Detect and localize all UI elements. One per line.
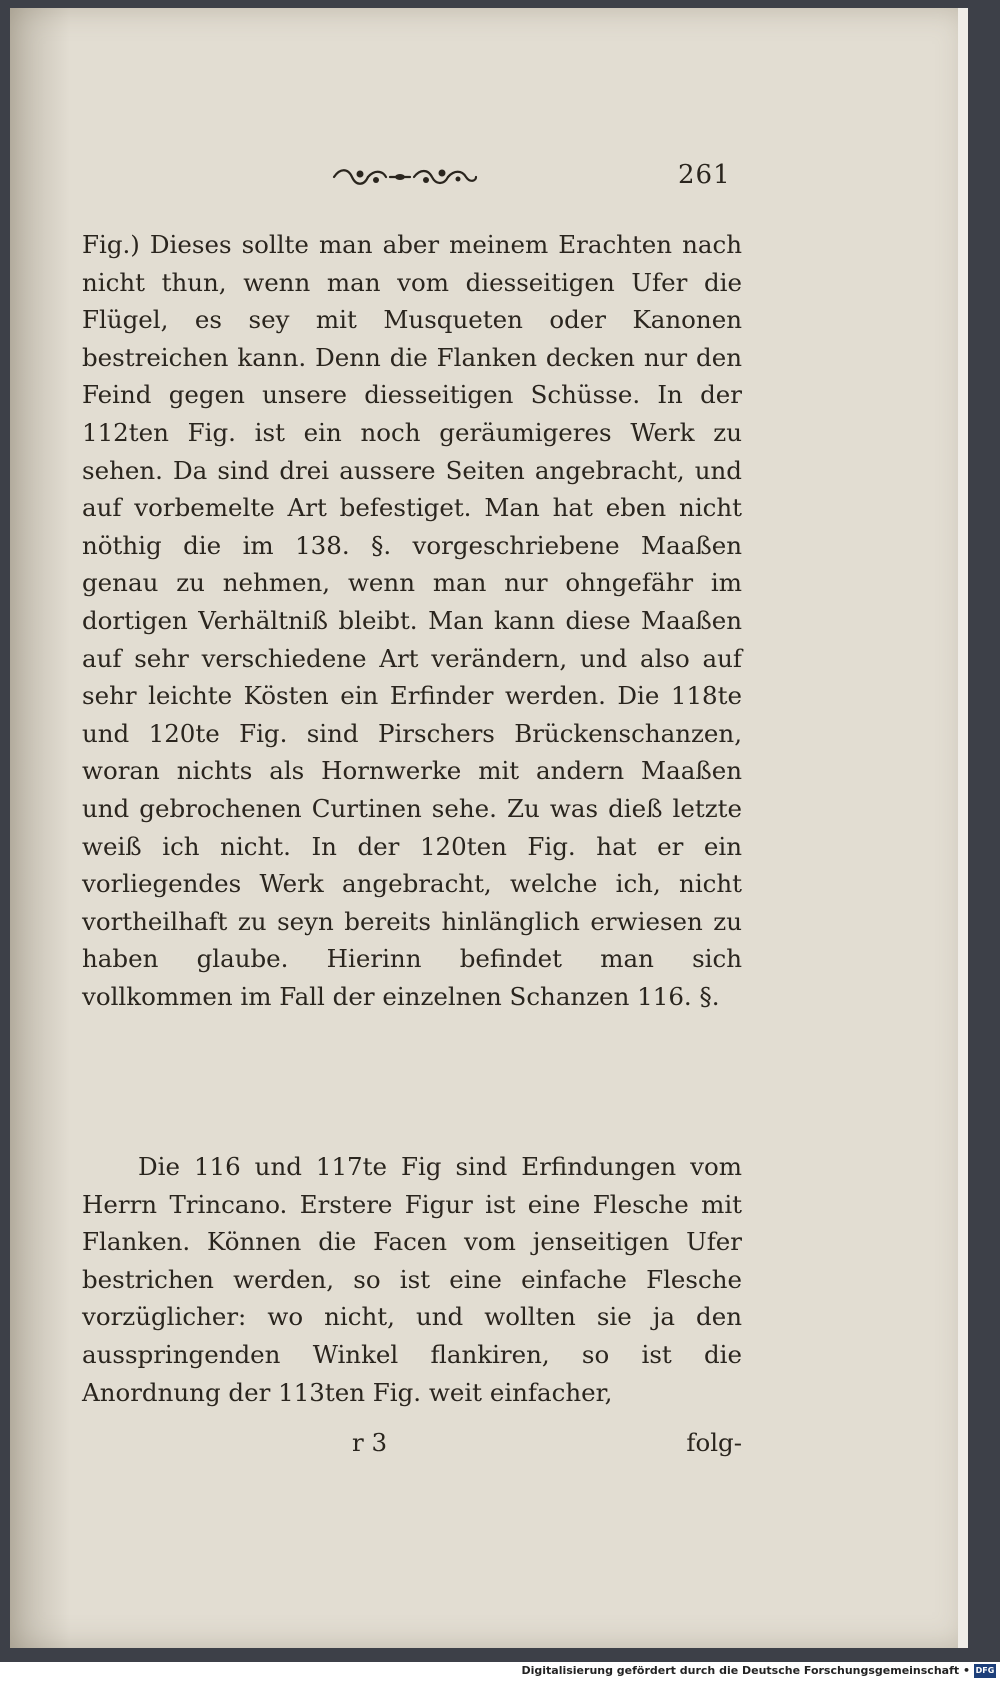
- signature-mark: r 3: [352, 1428, 388, 1457]
- page-header: [10, 158, 968, 198]
- catchword: folg-: [686, 1428, 742, 1457]
- book-page: [10, 8, 968, 1648]
- gutter-shadow: [10, 8, 70, 1648]
- page-number: 261: [678, 160, 731, 190]
- credit-text: Digitalisierung gefördert durch die Deutsche Forschungsgemeinschaft •: [521, 1664, 970, 1677]
- dfg-logo-icon: DFG: [974, 1664, 996, 1678]
- ornament-icon: [330, 164, 480, 190]
- paragraph-2: Die 116 und 117te Fig sind Erfindungen vom Herrn Trincano. Erstere Figur ist eine Flesche mit Flanken. Können die Facen vom jenseitigen Ufer bestrichen werden, so ist eine einfache Flesche vorzüglicher: wo nicht, und wollten sie ja den ausspringenden Winkel flankiren, so ist die Anordnung der 113ten Fig. weit einfacher,: [82, 1152, 742, 1407]
- credit-bar: [0, 1662, 1000, 1681]
- paragraph-1: Fig.) Dieses sollte man aber meinem Erachten nach nicht thun, wenn man vom diesseitigen Ufer die Flügel, es sey mit Musqueten oder Kanonen bestreichen kann. Denn die Flanken decken nur den Feind gegen unsere diesseitigen Schüsse. In der 112ten Fig. ist ein noch geräumigeres Werk zu sehen. Da sind drei aussere Seiten angebracht, und auf vorbemelte Art befestiget. Man hat eben nicht nöthig die im 138. §. vorgeschriebene Maaßen genau zu nehmen, wenn man nur ohngefähr im dortigen Verhältniß bleibt. Man kann diese Maaßen auf sehr verschiedene Art verändern, und also auf sehr leichte Kösten ein Erfinder werden. Die 118te und 120te Fig. sind Pirschers Brückenschanzen, woran nichts als Hornwerke mit andern Maaßen und gebrochenen Curtinen sehe. Zu was dieß letzte weiß ich nicht. In der 120ten Fig. hat er ein vorliegendes Werk angebracht, welche ich, nicht vortheilhaft zu seyn bereits hinlänglich erwiesen zu haben glaube. Hierinn befindet man sich vollkommen im Fall der einzelnen Schanzen 116. §.: [82, 230, 742, 1011]
- page-footer: [82, 1428, 742, 1462]
- page-edge: [958, 8, 968, 1648]
